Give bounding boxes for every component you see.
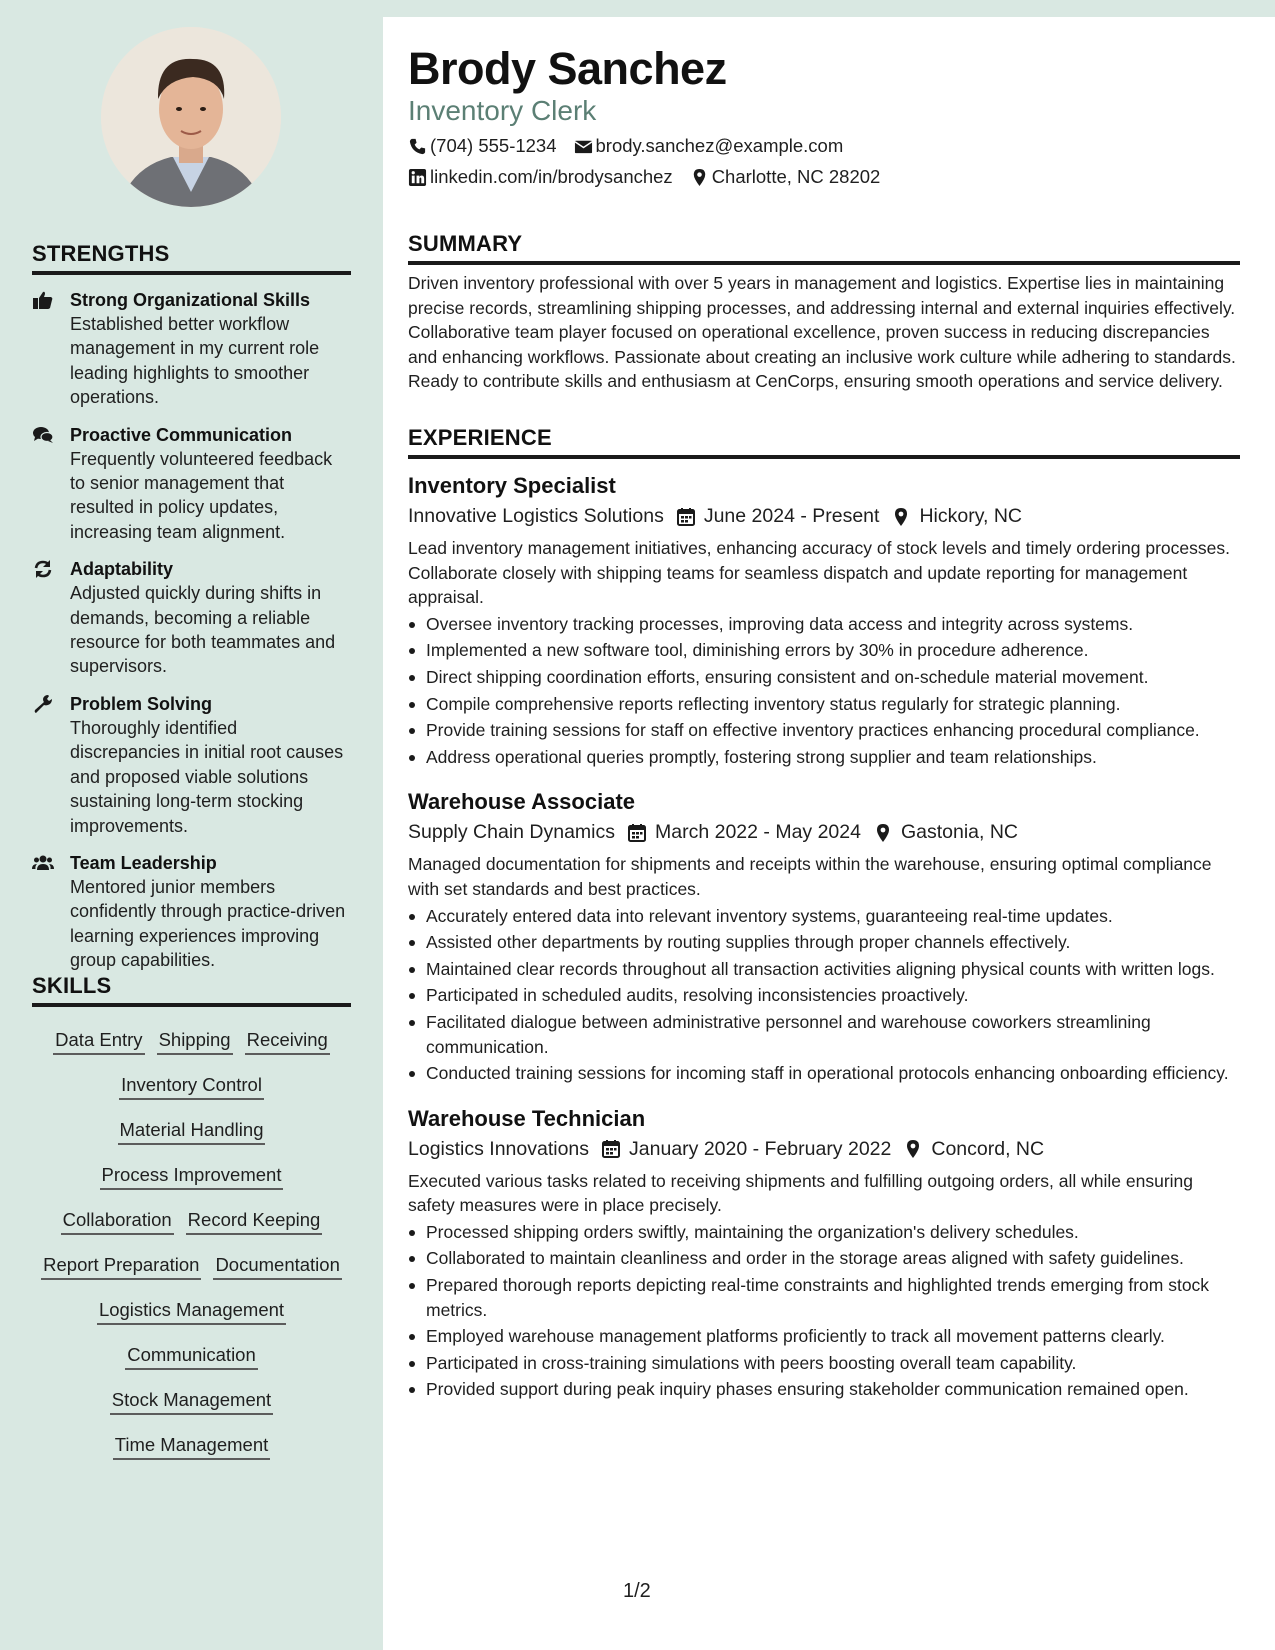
contact-row-2 [408,166,880,188]
job-meta [408,1138,1240,1161]
skill-tag: Documentation [213,1253,341,1280]
job-bullets [408,904,1240,1086]
summary-section [408,231,1240,394]
job-title: Warehouse Technician [408,1105,646,1131]
envelope-icon [574,137,593,156]
summary-text: Driven inventory professional with over 5 years in management and logistics. Expertise lies in maintaining precise records, streamlining shipping processes, and addressing internal and external inquiries effectively. Collaborative team player focused on operational excellence, proven success in reducing discrepancies and enhancing workflows. Passionate about creating an inclusive work culture while adhering to standards. Ready to contribute skills and enthusiasm at CenCorps, ensuring smooth operations and service delivery. [408,273,1236,392]
skill-tag: Time Management [113,1433,271,1460]
strengths-heading: STRENGTHS [32,241,351,275]
job-dates: March 2022 - May 2024 [655,821,861,844]
job-description: Managed documentation for shipments and receipts within the warehouse, ensuring optimal compliance with set standards and best practices. [408,854,1212,899]
skill-tag: Process Improvement [100,1163,284,1190]
calendar-icon [601,1139,621,1159]
phone-number: (704) 555-1234 [430,135,557,156]
list-item: Prepared thorough reports depicting real-time constraints and highlighted trends emerging from stock metrics. [426,1273,1240,1322]
strength-item [32,557,351,679]
job-bullets [408,612,1240,770]
list-item: Compile comprehensive reports reflecting inventory status regularly for strategic planning. [426,692,1240,717]
job-meta [408,821,1240,844]
skill-tag: Collaboration [61,1208,174,1235]
candidate-name: Brody Sanchez [408,43,727,94]
strength-description: Adjusted quickly during shifts in demands, becoming a reliable resource for both teammates and supervisors. [70,583,336,677]
list-item: Accurately entered data into relevant inventory systems, guaranteeing real-time updates. [426,904,1240,929]
strength-item [32,288,351,410]
list-item: Implemented a new software tool, diminishing errors by 30% in procedure adherence. [426,638,1240,663]
skill-tag: Record Keeping [186,1208,323,1235]
calendar-icon [627,823,647,843]
summary-heading: SUMMARY [408,231,1240,265]
map-pin-icon [903,1139,923,1159]
list-item: Conducted training sessions for incoming staff in operational protocols enhancing onboarding efficiency. [426,1061,1240,1086]
list-item: Oversee inventory tracking processes, improving data access and integrity across systems. [426,612,1240,637]
page-number: 1/2 [623,1580,651,1602]
list-item: Collaborated to maintain cleanliness and order in the storage areas aligned with safety guidelines. [426,1246,1240,1271]
skill-tag: Material Handling [118,1118,266,1145]
profile-photo [101,27,281,207]
list-item: Participated in scheduled audits, resolving inconsistencies proactively. [426,983,1240,1008]
email-link[interactable]: brody.sanchez@example.com [595,135,844,156]
main-content [383,17,1275,1650]
map-pin-icon [690,168,709,187]
job-bullets [408,1220,1240,1402]
job-company: Logistics Innovations [408,1137,590,1160]
strength-title: Strong Organizational Skills [70,290,311,310]
skill-tag: Communication [125,1343,258,1370]
map-pin-icon [873,823,893,843]
experience-heading: EXPERIENCE [408,425,1240,459]
skill-tag: Receiving [245,1028,330,1055]
job-title: Warehouse Associate [408,789,636,815]
strength-item [32,692,351,838]
job-entry [408,789,1240,1085]
list-item: Provide training sessions for staff on effective inventory practices enhancing procedural compliance. [426,718,1240,743]
job-location: Concord, NC [931,1137,1045,1160]
strength-title: Adaptability [70,559,174,580]
strength-description: Thoroughly identified discrepancies in initial root causes and proposed viable solutions sustaining long-term stocking improvements. [70,717,344,836]
skill-tag: Stock Management [110,1388,273,1415]
skill-tag: Report Preparation [41,1253,201,1280]
job-description: Executed various tasks related to receiving shipments and fulfilling outgoing orders, all while ensuring safety measures were in place precisely. [408,1170,1194,1216]
strength-title: Team Leadership [70,852,217,873]
job-company: Supply Chain Dynamics [408,821,616,844]
linkedin-link[interactable]: linkedin.com/in/brodysanchez [430,166,673,187]
strength-title: Proactive Communication [70,424,293,445]
job-dates: January 2020 - February 2022 [629,1137,892,1160]
job-location: Gastonia, NC [900,821,1019,844]
skills-list [32,1019,351,1469]
list-item: Participated in cross-training simulations with peers boosting overall team capability. [426,1351,1240,1376]
job-entry [408,473,1240,769]
list-item: Provided support during peak inquiry phases ensuring stakeholder communication remained open. [426,1377,1240,1402]
chat-bubbles-icon [32,425,54,445]
refresh-icon [32,559,54,579]
strength-title: Problem Solving [70,693,213,714]
wrench-icon [32,694,54,714]
list-item: Employed warehouse management platforms proficiently to track all movement patterns clearly. [426,1324,1240,1349]
skills-section [32,973,351,1469]
experience-section [408,425,1240,1402]
job-entry [408,1106,1240,1402]
skills-heading: SKILLS [32,973,351,1007]
list-item: Assisted other departments by routing supplies through proper channels effectively. [426,930,1240,955]
job-description: Lead inventory management initiatives, enhancing accuracy of stock levels and timely ordering processes. Collaborate closely with shipping teams for seamless dispatch and update reporting for management appraisal. [408,538,1230,608]
candidate-role: Inventory Clerk [408,95,597,126]
strength-description: Established better workflow management in my current role leading highlights to smoother operations. [70,314,320,408]
skill-tag: Logistics Management [97,1298,286,1325]
strength-item [32,423,351,545]
sidebar [0,0,383,1650]
strengths-section [32,241,351,973]
skill-tag: Shipping [157,1028,233,1055]
skill-tag: Data Entry [53,1028,144,1055]
map-pin-icon [891,507,911,527]
job-location: Hickory, NC [919,505,1023,527]
calendar-icon [676,507,696,527]
list-item: Maintained clear records throughout all transaction activities aligning physical counts with written logs. [426,957,1240,982]
job-meta [408,505,1240,528]
contact-row-1 [408,135,843,157]
strength-item [32,851,351,973]
strength-description: Mentored junior members confidently through practice-driven learning experiences improving group capabilities. [70,876,346,971]
skill-tag: Inventory Control [119,1073,264,1100]
list-item: Address operational queries promptly, fostering strong supplier and team relationships. [426,745,1240,770]
list-item: Processed shipping orders swiftly, maintaining the organization's delivery schedules. [426,1220,1240,1245]
job-title: Inventory Specialist [408,473,616,498]
linkedin-icon [408,168,427,187]
list-item: Facilitated dialogue between administrative personnel and warehouse coworkers streamlining communication. [426,1010,1240,1059]
list-item: Direct shipping coordination efforts, ensuring consistent and on-schedule material movement. [426,665,1240,690]
strength-description: Frequently volunteered feedback to senior management that resulted in policy updates, increasing team alignment. [70,448,333,542]
location-text: Charlotte, NC 28202 [711,166,881,187]
phone-icon [408,137,427,156]
users-icon [32,853,54,873]
job-dates: June 2024 - Present [703,505,880,527]
thumbs-up-icon [32,290,54,310]
job-company: Innovative Logistics Solutions [408,505,664,527]
